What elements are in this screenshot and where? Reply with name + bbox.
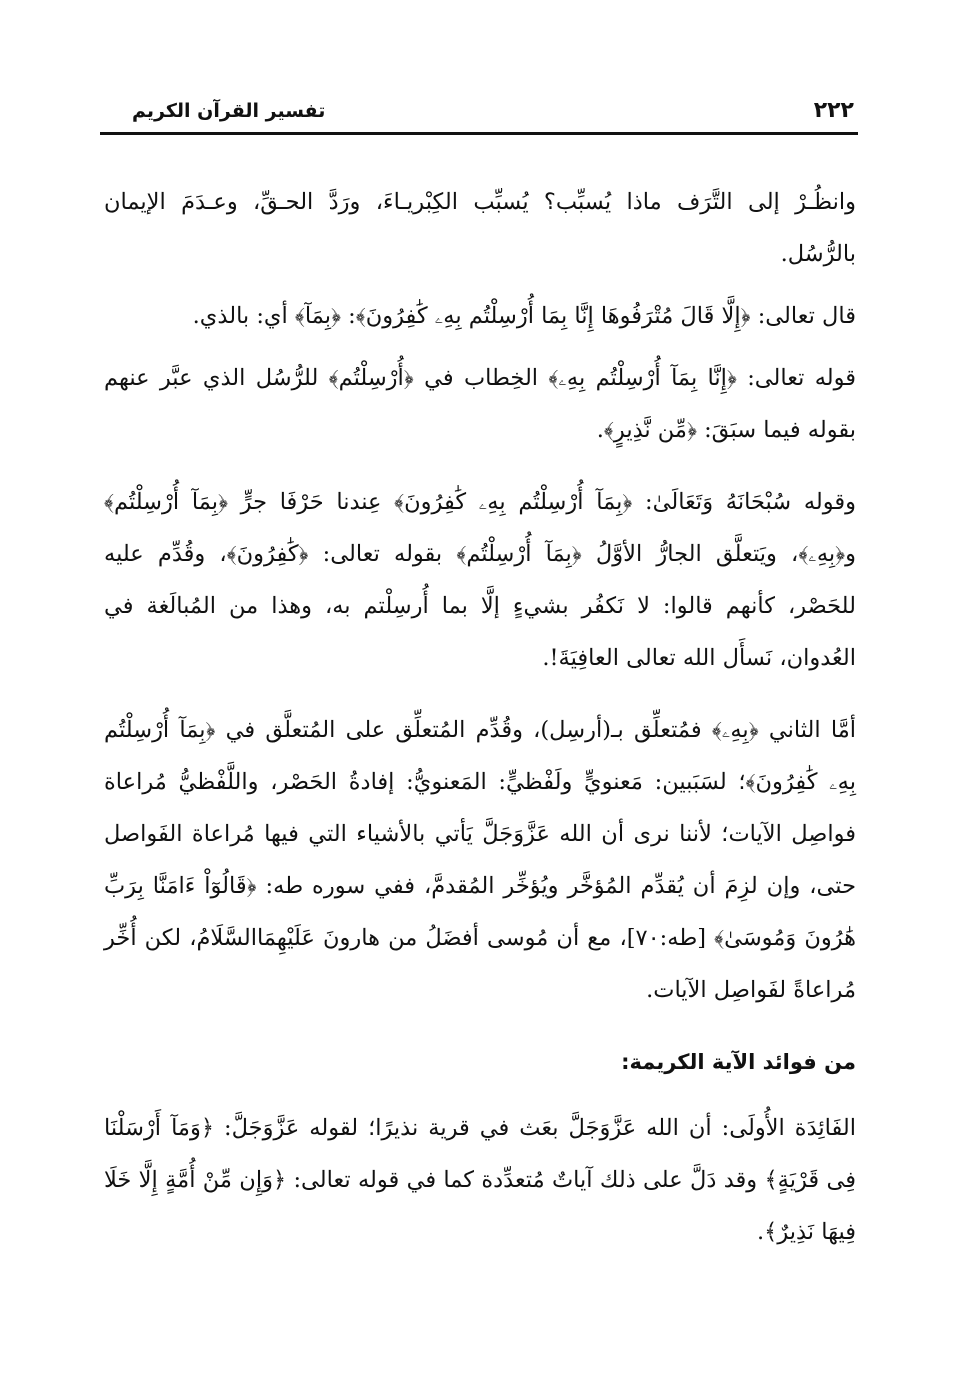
paragraph-address: قوله تعالى: ﴿إِنَّا بِمَآ أُرْسِلْتُم بِهِۦ﴾ الخِطاب في ﴿أُرْسِلْتُم﴾ للرُّسُل الذي عبَّر عنهم بقوله فيما سبَقَ: ﴿مِّن نَّذِيرٍ﴾. — [104, 365, 856, 443]
page-number: ٢٢٢ — [813, 98, 854, 123]
paragraph-verse-quote: قال تعالى: ﴿إِلَّا قَالَ مُتْرَفُوهَا إِنَّا بِمَا أُرْسِلْتُم بِهِۦ كَٰفِرُونَ﴾: ﴿بِمَآ﴾ أي: بالذي. — [192, 303, 856, 329]
page-body — [104, 176, 856, 1278]
paragraph-second-preposition: أمَّا الثاني ﴿بِهِۦ﴾ فمُتعلِّق بـ(أرسِل)، وقُدِّم المُتعلِّق على المُتعلَّق في ﴿بِمَآ أُرْسِلْتُم بِهِۦ كَٰفِرُونَ﴾؛ لسَبَبين: مَعنويٍّ ولَفْظيٍّ: المَعنويُّ: إفادةُ الحَصْر، واللَّفْظيُّ مُراعاة فواصِل الآيات؛ لأننا نرى أن الله عَزَّوَجَلَّ يَأتي بالأشياء التي فيها مُراعاة الفَواصل حتى، وإن لزِمَ أن يُقدِّم المُؤخَّر ويُؤخِّر المُقدمَّ، ففي سوره طه: ﴿قَالُوٓاْ ءَامَنَّا بِرَبِّ هَٰرُونَ وَمُوسَىٰ﴾ [طه:٧٠]، مع أن مُوسى أفضَلُ من هارونَ عَلَيْهِمَاالسَّلَامُ، لكن أُخِّر مُراعاةً لفَواصِل الآيات. — [104, 717, 857, 1003]
paragraph-luxury: وانظُـرْ إلى التَّرَف ماذا يُسبِّب؟ يُسبِّب الكِبْريـاءَ، ورَدَّ الحـقِّ، وعـدَمَ الإيمان بالرُّسُل. — [104, 189, 856, 267]
page-header — [100, 96, 858, 135]
running-title: تفسير القرآن الكريم — [132, 100, 326, 122]
paragraph-first-benefit: الفَائِدَة الأُولَى: أن الله عَزَّوَجَلَّ بعَث في قرية نذيرًا؛ لقوله عَزَّوَجَلَّ: ﴿وَمَآ أَرْسَلْنَا فِى قَرْيَةٍ﴾ وقد دَلَّ على ذلك آياتٌ مُتعدِّدة كما في قوله تعالى: ﴿وَإِن مِّنْ أُمَّةٍ إِلَّا خَلَا فِيهَا نَذِيرٌ﴾. — [104, 1115, 856, 1245]
paragraph-prepositions: وقوله سُبْحَانَهُ وَتَعَالَىٰ: ﴿بِمَآ أُرْسِلْتُم بِهِۦ كَٰفِرُونَ﴾ عِندنا حَرْفَا جرٍّ ﴿بِمَآ أُرْسِلْتُم﴾ و﴿بِهِۦ﴾، ويَتعلَّق الجارُّ الأوَّلُ ﴿بِمَآ أُرْسِلْتُم﴾ بقوله تعالى: ﴿كَٰفِرُونَ﴾، وقُدِّم عليه للحَصْر، كأنهم قالوا: لا نَكفُر بشيءٍ إلَّا بما أُرسِلْتم به، وهذا من المُبالَغة في العُدوان، نَسأَل الله تعالى العافِيَةَ!. — [104, 489, 856, 671]
section-heading: من فوائد الآية الكريمة: — [621, 1050, 856, 1074]
